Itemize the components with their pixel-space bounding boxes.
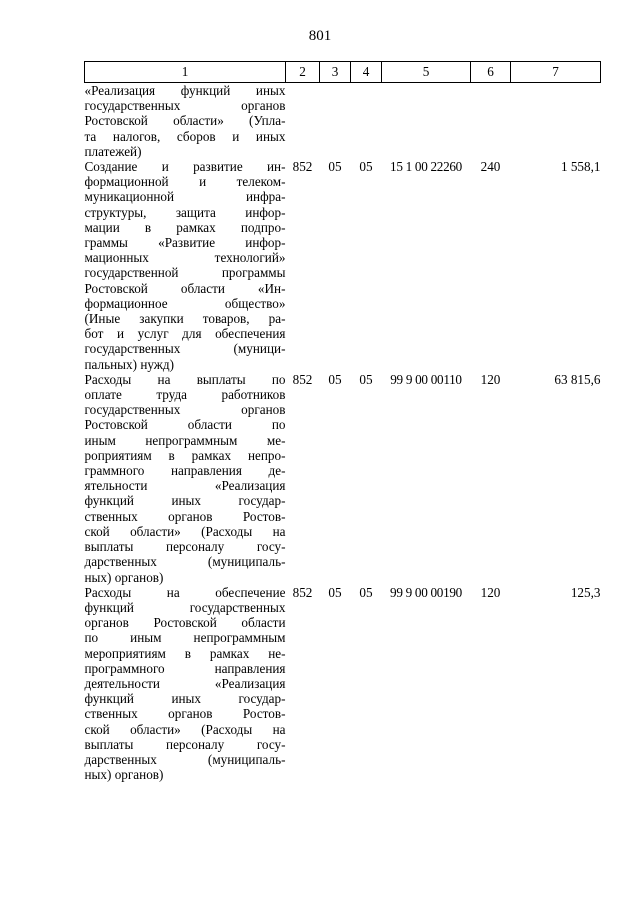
description-line: бот и услуг для обеспечения (84, 326, 286, 342)
subsection-code-cell (351, 83, 382, 160)
section-code-cell (320, 83, 351, 160)
expense-description (85, 83, 286, 160)
description-line: Ростовской области по (84, 417, 286, 433)
description-line: по иным непрограммным (84, 630, 286, 646)
subsection-code-cell: 05 (359, 584, 373, 600)
amount-cell (511, 83, 601, 160)
table-row (85, 372, 601, 585)
description-line: (Иные закупки товаров, ра- (84, 311, 286, 327)
description-line: платежей) (84, 143, 142, 159)
description-line: мационных технологий» (84, 250, 286, 266)
description-line: ственных органов Ростов- (84, 508, 286, 524)
page-number: 801 (308, 28, 332, 44)
column-header-7: 7 (511, 62, 601, 83)
description-line: Расходы на обеспечение (84, 584, 286, 600)
description-line: граммного направления де- (84, 463, 286, 479)
amount-cell: 63 815,6 (554, 371, 601, 387)
description-line: формационное общество» (84, 295, 286, 311)
table-row (85, 83, 601, 160)
expense-description (85, 372, 286, 585)
table-body (85, 83, 601, 783)
amount-cell: 125,3 (570, 584, 601, 600)
ministry-code-cell: 852 (292, 371, 313, 387)
subsection-code-cell: 05 (359, 371, 373, 387)
description-line: функций иных государ- (84, 493, 286, 509)
description-line: функций иных государ- (84, 691, 286, 707)
column-header-2: 2 (286, 62, 320, 83)
description-line: Расходы на выплаты по (84, 371, 286, 387)
expense-description (85, 585, 286, 783)
description-line: структуры, защита инфор- (84, 204, 286, 220)
description-line: ственных органов Ростов- (84, 706, 286, 722)
description-line: государственной программы (84, 265, 286, 281)
description-line: пальных) нужд) (84, 356, 175, 372)
description-line: программного направления (84, 660, 286, 676)
column-header-5: 5 (382, 62, 471, 83)
description-line: иным непрограммным ме- (84, 432, 286, 448)
ministry-code-cell: 852 (292, 159, 313, 175)
expense-type-cell: 120 (480, 584, 501, 600)
section-code-cell: 05 (328, 371, 342, 387)
table-row (85, 585, 601, 783)
description-line: ской области» (Расходы на (84, 721, 286, 737)
description-line: выплаты персоналу госу- (84, 539, 286, 555)
description-line: Ростовской области» (Упла- (84, 113, 286, 129)
subsection-code-cell: 05 (359, 159, 373, 175)
target-article-cell: 99 9 00 00110 (390, 371, 462, 387)
expense-description (85, 159, 286, 372)
description-line: оплате труда работников (84, 387, 286, 403)
description-line: функций государственных (84, 599, 286, 615)
description-line: государственных органов (84, 98, 286, 114)
target-article-cell: 15 1 00 22260 (390, 159, 462, 175)
column-number-header-row (85, 62, 601, 83)
description-line: дарственных (муниципаль- (84, 751, 286, 767)
target-article-cell: 99 9 00 00190 (390, 584, 462, 600)
table-row (85, 159, 601, 372)
expense-type-cell: 120 (480, 371, 501, 387)
amount-cell: 1 558,1 (560, 159, 601, 175)
ministry-code-cell (286, 83, 320, 160)
column-header-1: 1 (85, 62, 286, 83)
column-header-4: 4 (351, 62, 382, 83)
description-line: органов Ростовской области (84, 615, 286, 631)
description-line: ятельности «Реализация (84, 478, 286, 494)
description-line: выплаты персоналу госу- (84, 736, 286, 752)
description-line: мации в рамках подпро- (84, 219, 286, 235)
description-line: дарственных (муниципаль- (84, 554, 286, 570)
description-line: граммы «Развитие инфор- (84, 235, 286, 251)
expense-type-cell: 240 (480, 159, 501, 175)
column-header-6: 6 (471, 62, 511, 83)
description-line: роприятиям в рамках непро- (84, 447, 286, 463)
budget-table (84, 61, 601, 782)
ministry-code-cell: 852 (292, 584, 313, 600)
description-line: муникационной инфра- (84, 189, 286, 205)
description-line: государственных органов (84, 402, 286, 418)
description-line: ской области» (Расходы на (84, 523, 286, 539)
expense-type-cell (471, 83, 511, 160)
description-line: Ростовской области «Ин- (84, 280, 286, 296)
description-line: деятельности «Реализация (84, 675, 286, 691)
description-line: Создание и развитие ин- (84, 159, 286, 175)
description-line: государственных (муници- (84, 341, 286, 357)
target-article-cell (382, 83, 471, 160)
description-line: «Реализация функций иных (84, 83, 286, 98)
description-line: ных) органов) (84, 569, 164, 585)
column-header-3: 3 (320, 62, 351, 83)
description-line: мероприятиям в рамках не- (84, 645, 286, 661)
description-line: та налогов, сборов и иных (84, 128, 286, 144)
section-code-cell: 05 (328, 584, 342, 600)
description-line: ных) органов) (84, 767, 164, 783)
description-line: формационной и телеком- (84, 174, 286, 190)
section-code-cell: 05 (328, 159, 342, 175)
